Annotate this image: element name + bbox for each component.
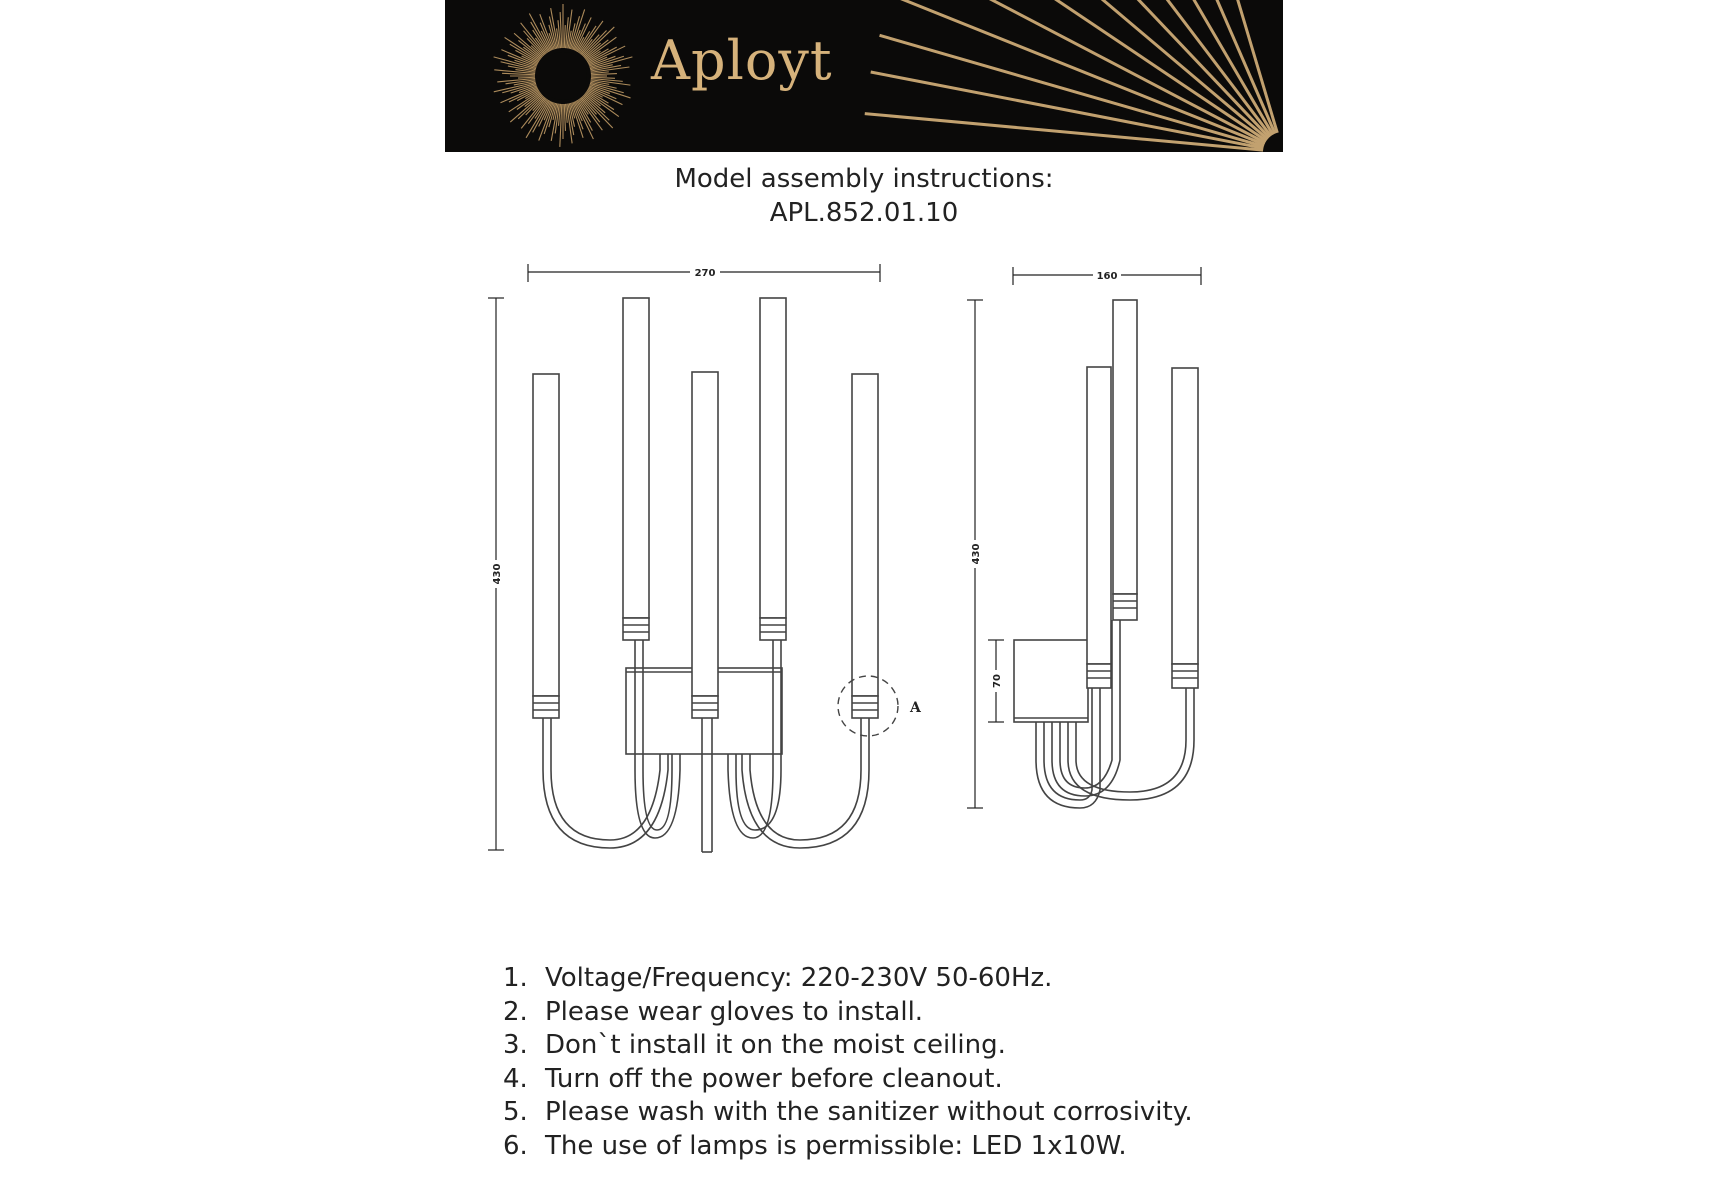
instruction-list (503, 962, 1193, 1163)
title-line: Model assembly instructions: (674, 164, 1054, 194)
instruction-number: 4. (503, 1063, 528, 1094)
instruction-item (503, 1096, 1193, 1130)
instruction-text: The use of lamps is permissible: LED 1x10W. (545, 1130, 1127, 1161)
detail-a-callout (838, 676, 922, 736)
side-view (967, 267, 1201, 808)
front-tubes (533, 298, 878, 718)
instruction-item (503, 996, 1193, 1030)
front-view (488, 264, 922, 852)
instruction-item (503, 1063, 1193, 1097)
side-tubes (1087, 300, 1198, 688)
instruction-number: 2. (503, 996, 528, 1027)
instruction-item (503, 962, 1193, 996)
instruction-number: 5. (503, 1097, 528, 1127)
side-arms (1036, 620, 1194, 808)
front-height-label: 430 (492, 563, 503, 585)
instruction-item (503, 1130, 1193, 1164)
instruction-text: Please wear gloves to install. (545, 996, 924, 1027)
brand-logo-text: Aployt (651, 29, 833, 92)
side-height-label: 430 (971, 543, 982, 565)
model-number: APL.852.01.10 (769, 198, 959, 228)
detail-a-label: A (910, 700, 921, 716)
instruction-text: Voltage/Frequency: 220-230V 50-60Hz. (545, 963, 1053, 993)
instruction-text: Please wash with the sanitizer without corrosivity. (545, 1097, 1193, 1127)
side-box-dimension (988, 640, 1004, 722)
side-width-label: 160 (1096, 271, 1118, 282)
side-height-dimension (967, 300, 983, 808)
instruction-item (503, 1029, 1193, 1063)
instruction-text: Turn off the power before cleanout. (545, 1063, 1003, 1094)
instruction-number: 6. (503, 1130, 528, 1161)
instruction-text: Don`t install it on the moist ceiling. (545, 1030, 1006, 1060)
side-width-dimension (1013, 267, 1201, 285)
side-box-label: 70 (992, 674, 1003, 688)
side-mount-box (1014, 640, 1088, 722)
instruction-number: 3. (503, 1030, 528, 1060)
front-width-label: 270 (694, 268, 716, 279)
front-width-dimension (528, 264, 880, 282)
instruction-number: 1. (503, 963, 528, 993)
front-height-dimension (488, 298, 504, 850)
